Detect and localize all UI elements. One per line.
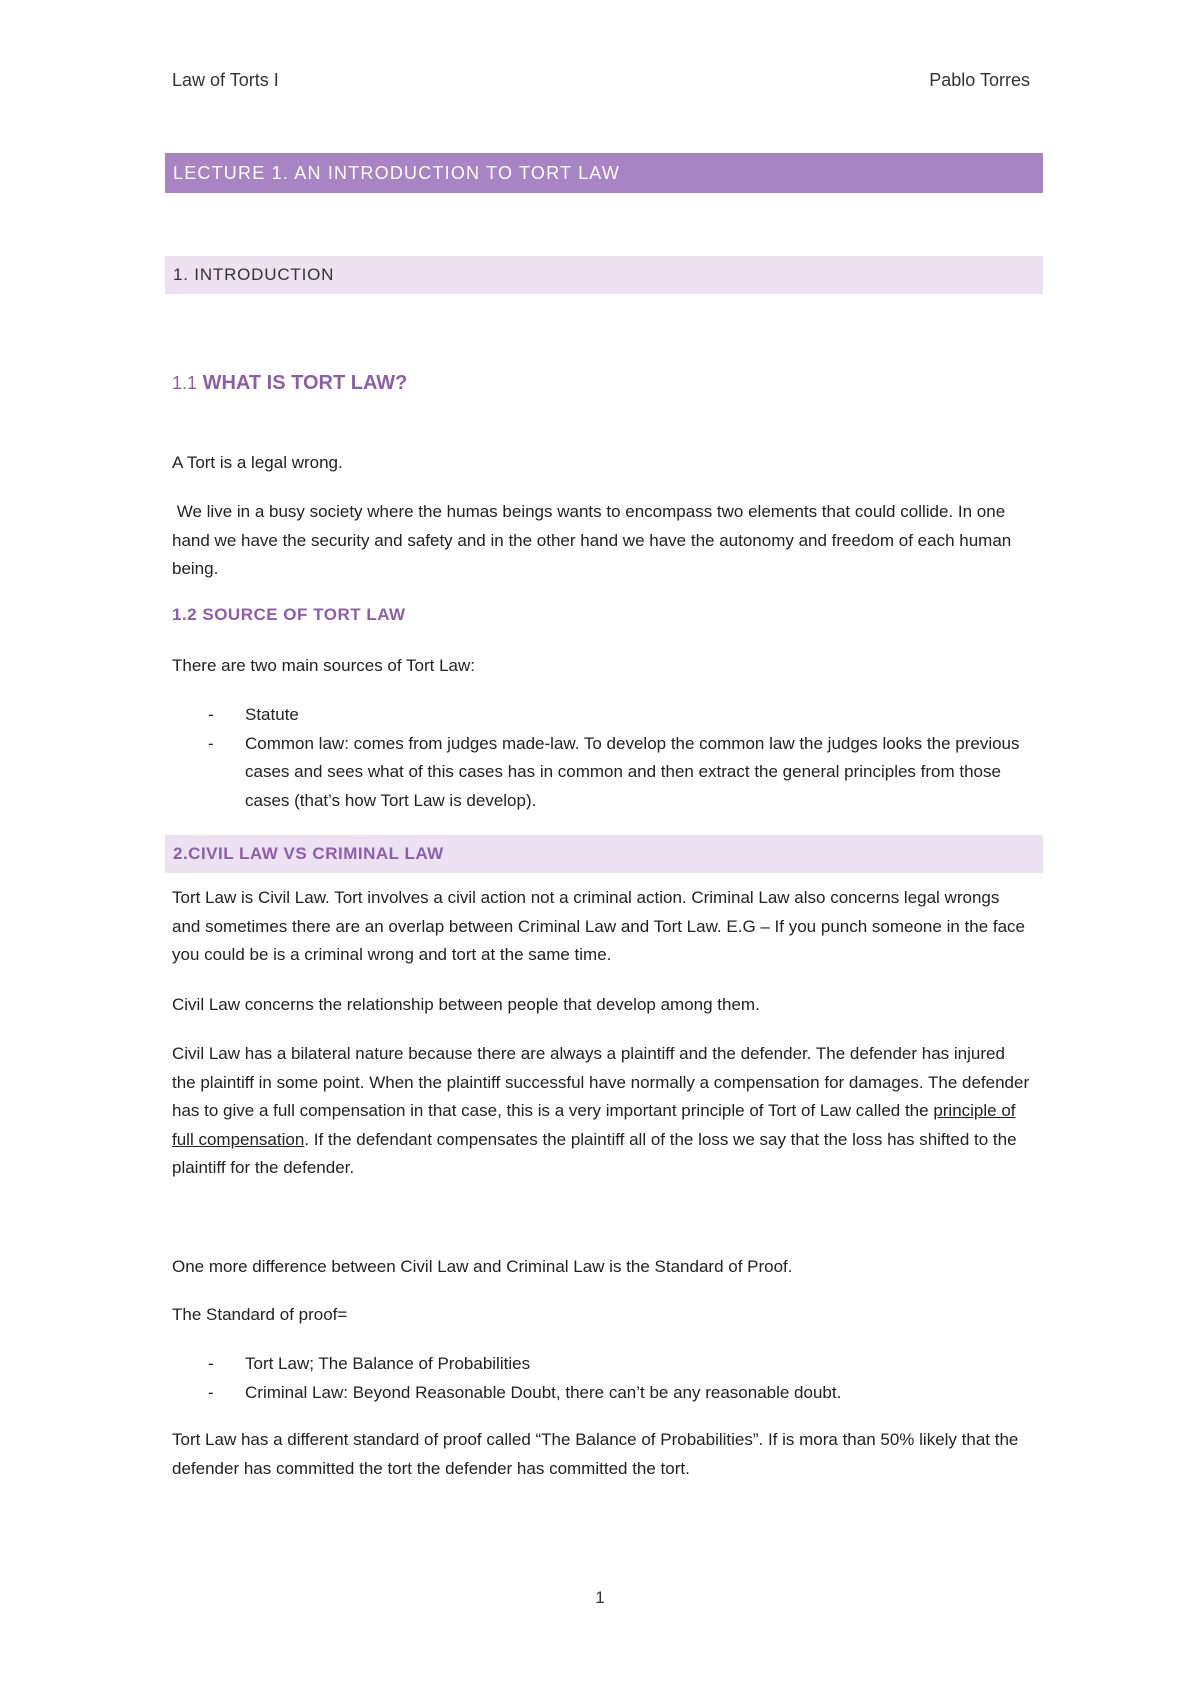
list-item	[172, 701, 1032, 730]
subheading-title: WHAT IS TORT LAW?	[202, 372, 408, 394]
subheading-what-is-tort-law	[172, 372, 407, 395]
lecture-title-bar	[165, 153, 1043, 193]
list-item-text: Tort Law; The Balance of Probabilities	[245, 1354, 531, 1373]
paragraph-standard-of-proof: The Standard of proof=	[172, 1305, 348, 1324]
paragraph-text: Civil Law has a bilateral nature because there are always a plaintiff and the defender. The defender has injured the plaintiff in some point. When the plaintiff successful have normally a compensation for damages. The defender has to give a full compensation in that case, this is a very important principle of Tort of Law called the	[172, 1044, 1030, 1120]
paragraph-tort-definition: A Tort is a legal wrong.	[172, 453, 343, 472]
list-item	[172, 1350, 1032, 1379]
header-author: Pablo Torres	[929, 70, 1030, 90]
paragraph-civil-law-2: Civil Law concerns the relationship between people that develop among them.	[172, 995, 760, 1014]
list-item	[172, 730, 1032, 816]
paragraph-text: . If the defendant compensates the plaintiff all of the loss we say that the loss has shifted to the plaintiff for the defender.	[172, 1129, 1017, 1177]
section-title: 2.CIVIL LAW VS CRIMINAL LAW	[173, 844, 444, 863]
list-dash: -	[208, 705, 214, 724]
paragraph-society: We live in a busy society where the humas beings wants to encompass two elements that could collide. In one hand we have the security and safety and in the other hand we have the autonomy and freedom of each human being.	[172, 502, 1016, 578]
list-item-text: Criminal Law: Beyond Reasonable Doubt, there can’t be any reasonable doubt.	[245, 1382, 842, 1402]
list-dash: -	[208, 733, 214, 753]
paragraph-civil-law-1: Tort Law is Civil Law. Tort involves a civil action not a criminal action. Criminal Law also concerns legal wrongs and sometimes there are an overlap between Criminal Law and Tort Law. E.G – If you punch someone in the face you could be is a criminal wrong and tort at the same time.	[172, 888, 1026, 964]
page-number: 1	[595, 1588, 605, 1607]
lecture-title: LECTURE 1. AN INTRODUCTION TO TORT LAW	[173, 163, 621, 183]
list-dash: -	[208, 1354, 214, 1373]
list-item-text: Statute	[245, 705, 299, 724]
sources-list	[172, 701, 1032, 815]
proof-list	[172, 1350, 1032, 1407]
paragraph-difference: One more difference between Civil Law and Criminal Law is the Standard of Proof.	[172, 1257, 793, 1276]
section-title: 1. INTRODUCTION	[173, 265, 335, 284]
header-course-title: Law of Torts I	[172, 70, 279, 90]
underlined-term: principle of full compensation	[172, 1101, 1016, 1149]
section-heading-civil-vs-criminal	[165, 835, 1043, 873]
subheading-source-of-tort-law: 1.2 SOURCE OF TORT LAW	[172, 605, 406, 624]
section-heading-introduction	[165, 256, 1043, 294]
paragraph-balance-of-probabilities: Tort Law has a different standard of proof called “The Balance of Probabilities”. If is mora than 50% likely that the defender has committed the tort the defender has committed the tort.	[172, 1430, 1019, 1478]
list-dash: -	[208, 1382, 214, 1402]
list-item-text: Common law: comes from judges made-law. To develop the common law the judges looks the previous cases and sees what of this cases has in common and then extract the general principles from those cases (that’s how Tort Law is develop).	[245, 733, 1020, 810]
paragraph-civil-law-3	[172, 1040, 1032, 1183]
subheading-number: 1.1	[172, 373, 198, 393]
list-item	[172, 1379, 1032, 1408]
paragraph-sources-intro: There are two main sources of Tort Law:	[172, 656, 475, 675]
